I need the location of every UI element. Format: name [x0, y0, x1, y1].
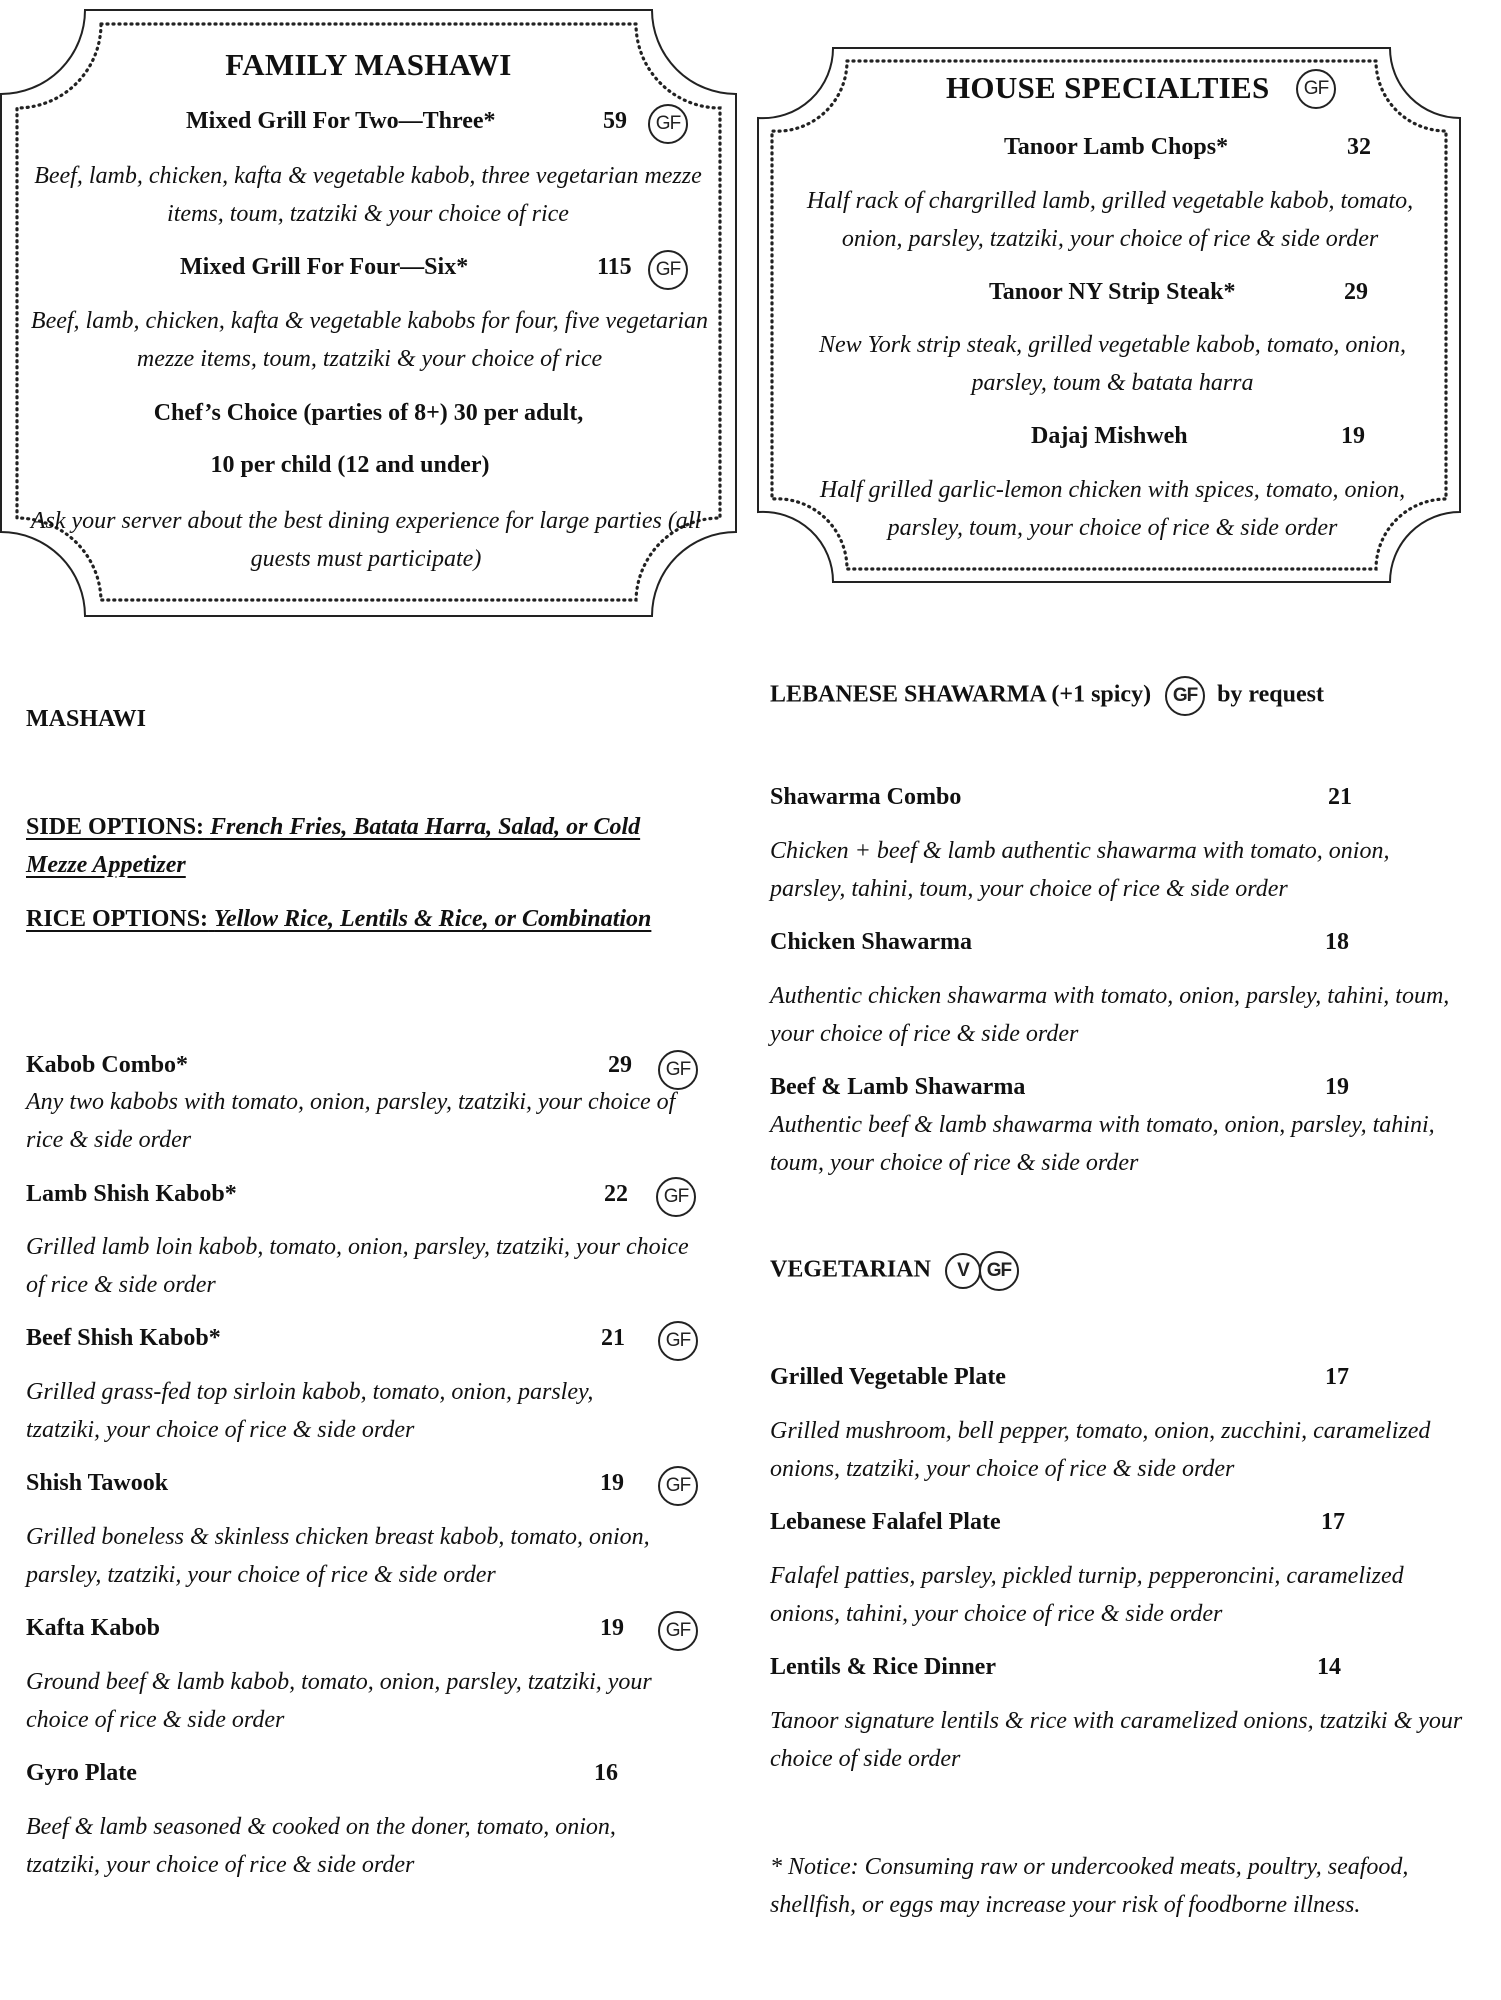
item-description: Any two kabobs with tomato, onion, parsley, tzatziki, your choice of rice & side order [26, 1089, 676, 1153]
item-price: 29 [1344, 279, 1368, 305]
mashawi-section-title: MASHAWI [26, 706, 147, 732]
item-description: Chicken + beef & lamb authentic shawarma with tomato, onion, parsley, tahini, toum, your choice of rice & side order [770, 838, 1390, 902]
item-description: Ground beef & lamb kabob, tomato, onion, parsley, tzatziki, your choice of rice & side order [26, 1669, 652, 1733]
item-name: Grilled Vegetable Plate [770, 1364, 1006, 1390]
family-note: Ask your server about the best dining experience for large parties (all guests must participate) [30, 508, 702, 572]
gluten-free-icon: GF [658, 1466, 698, 1506]
gluten-free-icon: GF [648, 104, 688, 144]
family-mashawi-title: FAMILY MASHAWI [225, 47, 512, 82]
item-description: Beef, lamb, chicken, kafta & vegetable kabob, three vegetarian mezze items, toum, tzatziki & your choice of rice [34, 163, 702, 227]
item-description: New York strip steak, grilled vegetable kabob, tomato, onion, parsley, toum & batata harra [818, 332, 1407, 396]
item-name: Kabob Combo* [26, 1052, 189, 1078]
item-name: Tanoor Lamb Chops* [1004, 134, 1229, 160]
item-name: Shish Tawook [26, 1470, 169, 1496]
item-name: Kafta Kabob [26, 1615, 161, 1641]
rice-options [26, 900, 686, 938]
item-name: Gyro Plate [26, 1760, 137, 1786]
item-price: 17 [1321, 1509, 1345, 1535]
rice-options-label: RICE OPTIONS: [26, 906, 209, 932]
gluten-free-icon: GF [648, 250, 688, 290]
vegan-icon: V [945, 1253, 981, 1289]
item-price: 19 [600, 1470, 624, 1496]
item-name: Beef Shish Kabob* [26, 1325, 221, 1351]
food-safety-notice: * Notice: Consuming raw or undercooked meats, poultry, seafood, shellfish, or eggs may increase your risk of foodborne illness. [770, 1854, 1409, 1918]
item-price: 19 [600, 1615, 624, 1641]
side-options [26, 808, 686, 884]
gluten-free-icon: GF [656, 1177, 696, 1217]
item-price: 16 [594, 1760, 618, 1786]
gluten-free-icon: GF [658, 1321, 698, 1361]
side-options-value: French Fries, Batata Harra, Salad, or Cold Mezze Appetizer [26, 814, 641, 878]
item-price: 14 [1317, 1654, 1341, 1680]
item-name: Lebanese Falafel Plate [770, 1509, 1001, 1535]
item-name: Tanoor NY Strip Steak* [989, 279, 1236, 305]
item-name: Lamb Shish Kabob* [26, 1181, 237, 1207]
item-name: Lentils & Rice Dinner [770, 1654, 996, 1680]
house-specialties-title: HOUSE SPECIALTIES [946, 70, 1270, 105]
item-description: Grilled lamb loin kabob, tomato, onion, parsley, tzatziki, your choice of rice & side order [26, 1234, 689, 1298]
item-price: 22 [604, 1181, 628, 1207]
chefs-choice-line1: Chef’s Choice (parties of 8+) 30 per adult, [153, 400, 584, 426]
item-price: 21 [601, 1325, 625, 1351]
vegetarian-title: VEGETARIAN [770, 1256, 931, 1283]
item-name: Beef & Lamb Shawarma [770, 1074, 1026, 1100]
gluten-free-icon: GF [658, 1050, 698, 1090]
gluten-free-icon: GF [658, 1611, 698, 1651]
item-description: Beef, lamb, chicken, kafta & vegetable kabobs for four, five vegetarian mezze items, toum, tzatziki & your choice of rice [30, 308, 709, 372]
chefs-choice-line2: 10 per child (12 and under) [210, 452, 490, 478]
shawarma-section-title [770, 676, 1324, 716]
shawarma-title-suffix: by request [1217, 681, 1324, 708]
rice-options-value: Yellow Rice, Lentils & Rice, or Combination [214, 906, 652, 932]
item-name: Mixed Grill For Two—Three* [186, 108, 496, 134]
item-price: 17 [1325, 1364, 1349, 1390]
item-description: Tanoor signature lentils & rice with caramelized onions, tzatziki & your choice of side order [770, 1708, 1463, 1772]
item-description: Grilled mushroom, bell pepper, tomato, onion, zucchini, caramelized onions, tzatziki, your choice of rice & side order [770, 1418, 1431, 1482]
item-price: 19 [1341, 423, 1365, 449]
shawarma-title: LEBANESE SHAWARMA (+1 spicy) [770, 681, 1152, 708]
vegetarian-section-title [770, 1251, 1019, 1291]
item-price: 18 [1325, 929, 1349, 955]
side-options-label: SIDE OPTIONS: [26, 814, 205, 840]
gluten-free-icon: GF [979, 1251, 1019, 1291]
item-price: 29 [608, 1052, 632, 1078]
item-name: Dajaj Mishweh [1031, 423, 1188, 449]
item-name: Chicken Shawarma [770, 929, 973, 955]
item-price: 32 [1347, 134, 1371, 160]
item-name: Shawarma Combo [770, 784, 962, 810]
item-description: Grilled boneless & skinless chicken breast kabob, tomato, onion, parsley, tzatziki, your choice of rice & side order [26, 1524, 650, 1588]
item-description: Half grilled garlic-lemon chicken with spices, tomato, onion, parsley, toum, your choice of rice & side order [819, 477, 1406, 541]
gluten-free-icon: GF [1296, 69, 1336, 109]
item-description: Authentic chicken shawarma with tomato, onion, parsley, tahini, toum, your choice of rice & side order [770, 983, 1450, 1047]
item-description: Authentic beef & lamb shawarma with tomato, onion, parsley, tahini, toum, your choice of rice & side order [770, 1112, 1435, 1176]
item-price: 59 [603, 108, 627, 134]
item-description: Beef & lamb seasoned & cooked on the doner, tomato, onion, tzatziki, your choice of rice & side order [26, 1814, 616, 1878]
item-description: Grilled grass-fed top sirloin kabob, tomato, onion, parsley, tzatziki, your choice of rice & side order [26, 1379, 594, 1443]
item-description: Half rack of chargrilled lamb, grilled vegetable kabob, tomato, onion, parsley, tzatziki, your choice of rice & side order [806, 188, 1414, 252]
item-price: 19 [1325, 1074, 1349, 1100]
gluten-free-icon: GF [1165, 676, 1205, 716]
item-price: 115 [597, 254, 632, 280]
item-price: 21 [1328, 784, 1352, 810]
item-description: Falafel patties, parsley, pickled turnip, pepperoncini, caramelized onions, tahini, your choice of rice & side order [770, 1563, 1404, 1627]
item-name: Mixed Grill For Four—Six* [180, 254, 469, 280]
